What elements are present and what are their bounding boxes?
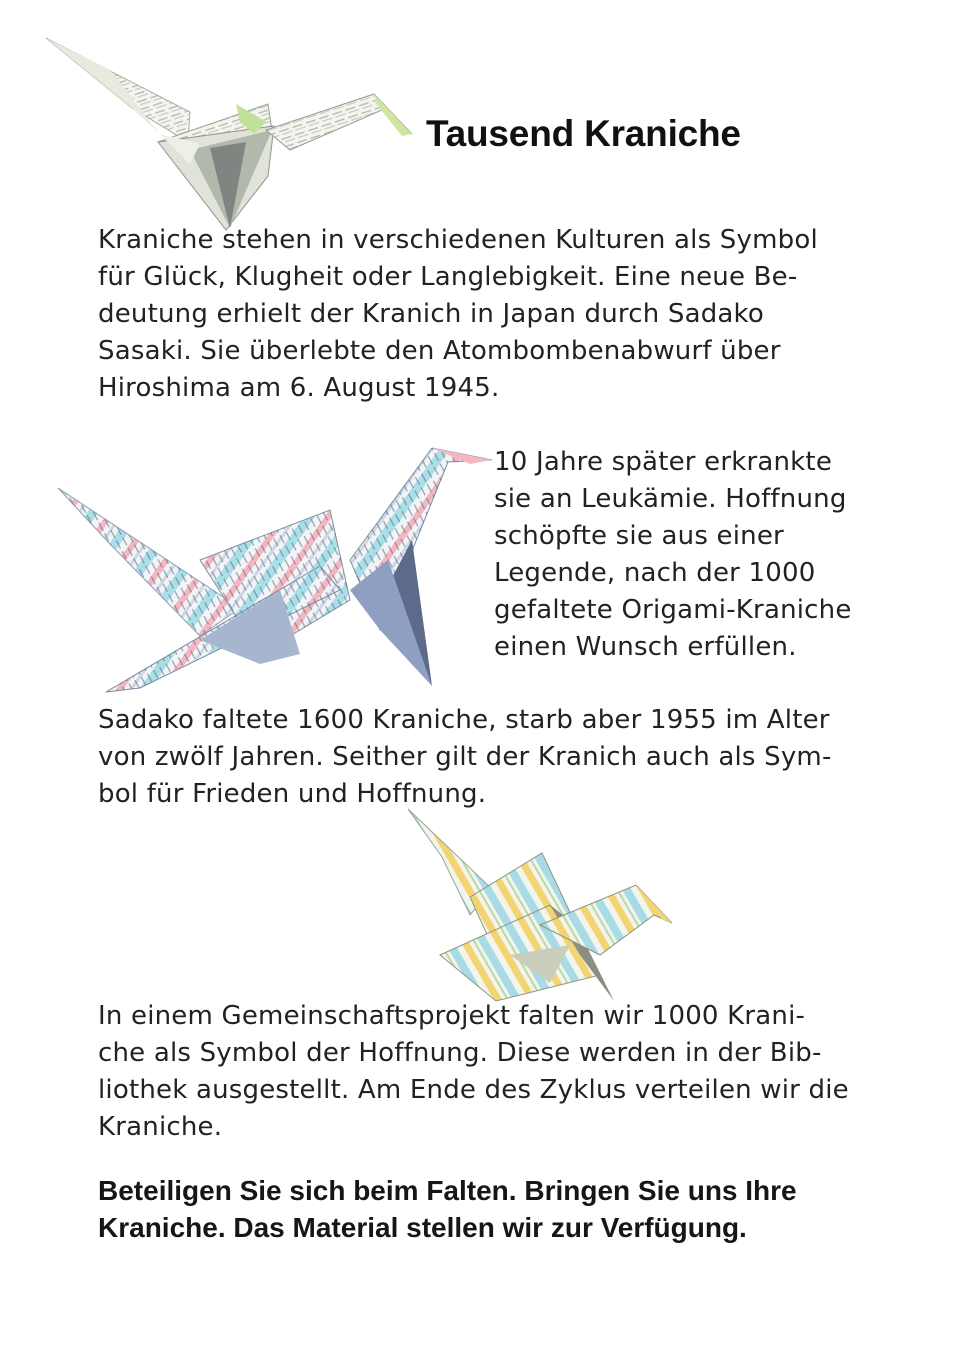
text-line: Beteiligen Sie sich beim Falten. Bringen Sie uns Ihre xyxy=(98,1175,797,1206)
text-line: Kraniche. xyxy=(98,1112,223,1142)
peace-paragraph xyxy=(98,702,832,813)
text-line: gefaltete Origami-Kraniche xyxy=(494,595,852,625)
origami-crane-icon xyxy=(400,805,680,1015)
text-line: Sadako faltete 1600 Kraniche, starb aber 1955 im Alter xyxy=(98,705,830,735)
text-line: Kraniche stehen in verschiedenen Kulturen als Symbol xyxy=(98,225,818,255)
call-to-action xyxy=(98,1172,797,1246)
text-line: schöpfte sie aus einer xyxy=(494,521,784,551)
text-line: für Glück, Klugheit oder Langlebigkeit. Eine neue Be- xyxy=(98,262,798,292)
text-line: sie an Leukämie. Hoffnung xyxy=(494,484,847,514)
origami-crane-icon xyxy=(40,30,420,245)
text-line: che als Symbol der Hoffnung. Diese werden in der Bib- xyxy=(98,1038,822,1068)
text-line: liothek ausgestellt. Am Ende des Zyklus verteilen wir die xyxy=(98,1075,849,1105)
text-line: Legende, nach der 1000 xyxy=(494,558,816,588)
project-paragraph xyxy=(98,998,849,1146)
origami-crane-icon xyxy=(50,440,500,700)
text-line: bol für Frieden und Hoffnung. xyxy=(98,779,487,809)
text-line: In einem Gemeinschaftsprojekt falten wir 1000 Krani- xyxy=(98,1001,806,1031)
text-line: Kraniche. Das Material stellen wir zur Verfügung. xyxy=(98,1212,747,1243)
text-line: einen Wunsch erfüllen. xyxy=(494,632,797,662)
leukemia-paragraph xyxy=(494,444,852,666)
text-line: Hiroshima am 6. August 1945. xyxy=(98,373,500,403)
text-line: 10 Jahre später erkrankte xyxy=(494,447,833,477)
intro-paragraph xyxy=(98,222,818,407)
text-line: von zwölf Jahren. Seither gilt der Kranich auch als Sym- xyxy=(98,742,832,772)
text-line: Sasaki. Sie überlebte den Atombombenabwurf über xyxy=(98,336,781,366)
page-title: Tausend Kraniche xyxy=(426,113,741,154)
text-line: deutung erhielt der Kranich in Japan durch Sadako xyxy=(98,299,764,329)
